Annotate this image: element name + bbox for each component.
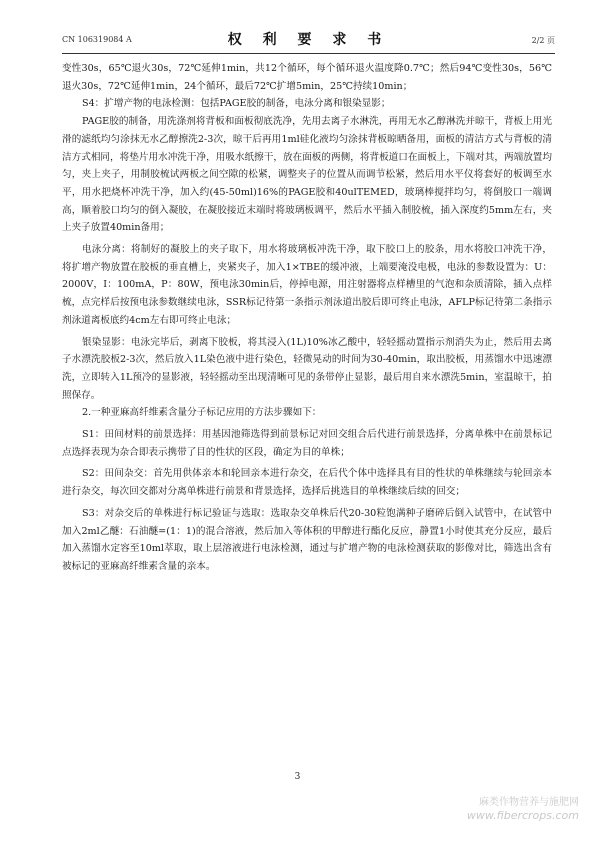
claim-paragraph-silver-stain: 银染显影：电泳完毕后，剥离下胶板，将其浸入(1L)10%冰乙酸中，轻轻摇动置指示剂消失为止，然后用去离子水漂洗胶板2-3次，然后放入1L染色液中进行染色，轻微晃动的时间为30-40min，取出胶板，用蒸馏水中迅速漂洗，立即转入1L预冷的显影液，轻轻摇动至出现清晰可见的条带停止显影，最后用自来水漂洗5min，室温晾干，拍照保存。 (62, 336, 552, 401)
claim-paragraph-pcr-cycle: 变性30s，65℃退火30s，72℃延伸1min，共12个循环，每个循环退火温度降0.7℃；然后94℃变性30s，56℃退火30s，72℃延伸1min，24个循环，最后72℃扩增5min，25℃持续10min； (62, 63, 552, 92)
claim-paragraph-electrophoresis: 电泳分离：将制好的凝胶上的夹子取下，用水将玻璃板冲洗干净，取下胶口上的胶条，用水将胶口冲洗干净，将扩增产物放置在胶板的垂直槽上，夹紧夹子，加入1×TBE的缓冲液，上端要淹没电极，电泳的参数设置为：U：2000V，I：100mA，P：80W，预电泳30min后，停掉电源，用注射器将点样槽里的气泡和杂质清除，插入点样梳，点完样后按预电泳参数继续电泳，SSR标记待第一条指示剂泳道出胶后即可终止电泳，AFLP标记待第二条指示剂泳道离板底约4cm左右即可终止电泳； (62, 244, 552, 326)
claim-paragraph-s1: S1：田间材料的前景选择：用基因池筛选得到前景标记对回交组合后代进行前景选择，分离单株中在前景标记点选择表现为杂合即表示携带了目的性状的区段，确定为目的单株； (62, 429, 552, 458)
header-divider (62, 53, 555, 54)
page-indicator: 2/2 页 (531, 36, 555, 45)
claim-paragraph-claim2: 2.一种亚麻高纤维素含量分子标记应用的方法步骤如下： (82, 407, 322, 419)
claim-paragraph-s4: S4：扩增产物的电泳检测：包括PAGE胶的制备，电泳分离和银染显影； (82, 98, 391, 110)
claim-paragraph-s2: S2：田间杂交：首先用供体亲本和轮回亲本进行杂交，在后代个体中选择具有目的性状的单株继续与轮回亲本进行杂交，每次回交都对分离单株进行前景和背景选择，选择后挑选目的单株继续后续的回交； (62, 468, 552, 498)
page-header (62, 29, 555, 51)
site-watermark (467, 796, 579, 822)
claims-body (62, 60, 552, 576)
claim-paragraph-page-gel: PAGE胶的制备，用洗涤剂将背板和面板彻底洗净，先用去离子水淋洗，再用无水乙醇淋洗并晾干，背板上用光滑的滤纸均匀涂抹无水乙醇擦洗2-3次，晾干后再用1ml硅化液均匀涂抹背板晾晒备用，面板的清洁方式与背板的清洁方式相同，将垫片用水冲洗干净，用吸水纸擦干，放在面板的两侧，将背板道口在面板上，下端对其，两端放置均匀，夹上夹子，用制胶梳试两板之间空隙的松紧，调整夹子的位置从而调节松紧，然后用水平仪将套好的板调至水平，用水把烧杯冲洗干净，加入约(45-50ml)16%的PAGE胶和40ulTEMED，玻璃棒搅拌均匀，将倒胶口一端调高，顺着胶口均匀的倒入凝胶，在凝胶接近末端时将玻璃板调平，然后水平插入制胶梳，插入深度约5mm左右，夹上夹子放置40min备用； (62, 116, 552, 234)
page-number: 3 (294, 772, 301, 782)
claim-paragraph-s3: S3：对杂交后的单株进行标记验证与选取：选取杂交单株后代20-30粒饱满种子磨碎后倒入试管中，在试管中加入2ml乙醚：石油醚=(1：1)的混合溶液，然后加入等体积的甲醇进行酯化反应，静置1小时使其充分反应，最后加入蒸馏水定容至10ml萃取，取上层溶液进行电泳检测，通过与扩增产物的电泳检测获取的影像对比，筛选出含有被标记的亚麻高纤维素含量的亲本。 (62, 507, 552, 572)
publication-number: CN 106319084 A (62, 35, 132, 44)
document-title: 权 利 要 求 书 (227, 32, 390, 48)
watermark-url: www.fibercrops.com (466, 809, 579, 822)
watermark-site-name: 麻类作物营养与施肥网 (479, 797, 579, 808)
